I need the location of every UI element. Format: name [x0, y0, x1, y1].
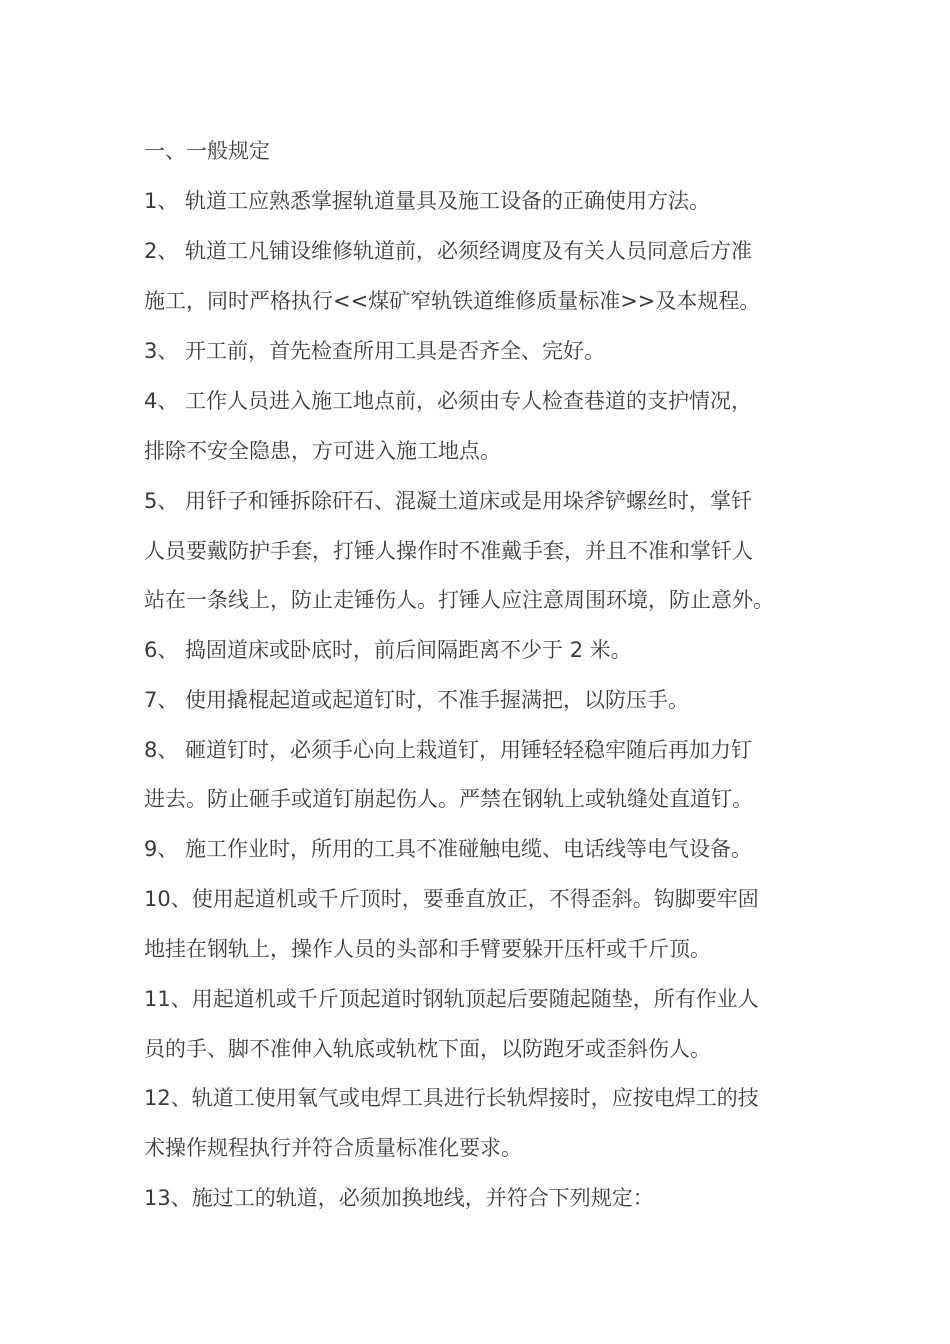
- text-line: 地挂在钢轨上，操作人员的头部和手臂要躲开压杆或千斤顶。: [144, 937, 711, 961]
- text-line: 12、轨道工使用氧气或电焊工具进行长轨焊接时，应按电焊工的技: [144, 1086, 759, 1110]
- text-line: 施工，同时严格执行<<煤矿窄轨铁道维修质量标准>>及本规程。: [144, 289, 761, 313]
- text-line: 7、 使用撬棍起道或起道钉时，不准手握满把，以防压手。: [144, 688, 690, 712]
- text-line: 10、使用起道机或千斤顶时，要垂直放正，不得歪斜。钩脚要牢固: [144, 887, 759, 911]
- text-line: 排除不安全隐患，方可进入施工地点。: [144, 439, 501, 463]
- text-line: 1、 轨道工应熟悉掌握轨道量具及施工设备的正确使用方法。: [144, 189, 711, 213]
- text-line: 术操作规程执行并符合质量标准化要求。: [144, 1136, 522, 1160]
- text-line: 进去。防止砸手或道钉崩起伤人。严禁在钢轨上或轨缝处直道钉。: [144, 787, 753, 811]
- text-line: 3、 开工前，首先检查所用工具是否齐全、完好。: [144, 339, 606, 363]
- text-line: 5、 用钎子和锤拆除矸石、混凝土道床或是用垛斧铲螺丝时，掌钎: [144, 489, 753, 513]
- text-line: 13、施过工的轨道，必须加换地线，并符合下列规定：: [144, 1186, 654, 1210]
- text-line: 2、 轨道工凡铺设维修轨道前，必须经调度及有关人员同意后方准: [144, 239, 753, 263]
- text-line: 8、 砸道钉时，必须手心向上栽道钉，用锤轻轻稳牢随后再加力钉: [144, 738, 753, 762]
- text-line: 6、 捣固道床或卧底时，前后间隔距离不少于 2 米。: [144, 638, 632, 662]
- text-line: 11、用起道机或千斤顶起道时钢轨顶起后要随起随垫，所有作业人: [144, 987, 759, 1011]
- text-line: 站在一条线上，防止走锤伤人。打锤人应注意周围环境，防止意外。: [144, 588, 774, 612]
- text-line: 员的手、脚不准伸入轨底或轨枕下面，以防跑牙或歪斜伤人。: [144, 1037, 711, 1061]
- text-line: 人员要戴防护手套，打锤人操作时不准戴手套，并且不准和掌钎人: [144, 539, 753, 563]
- section-heading: 一、一般规定: [144, 139, 270, 163]
- text-line: 4、 工作人员进入施工地点前，必须由专人检查巷道的支护情况，: [144, 389, 753, 413]
- text-line: 9、 施工作业时，所用的工具不准碰触电缆、电话线等电气设备。: [144, 837, 753, 861]
